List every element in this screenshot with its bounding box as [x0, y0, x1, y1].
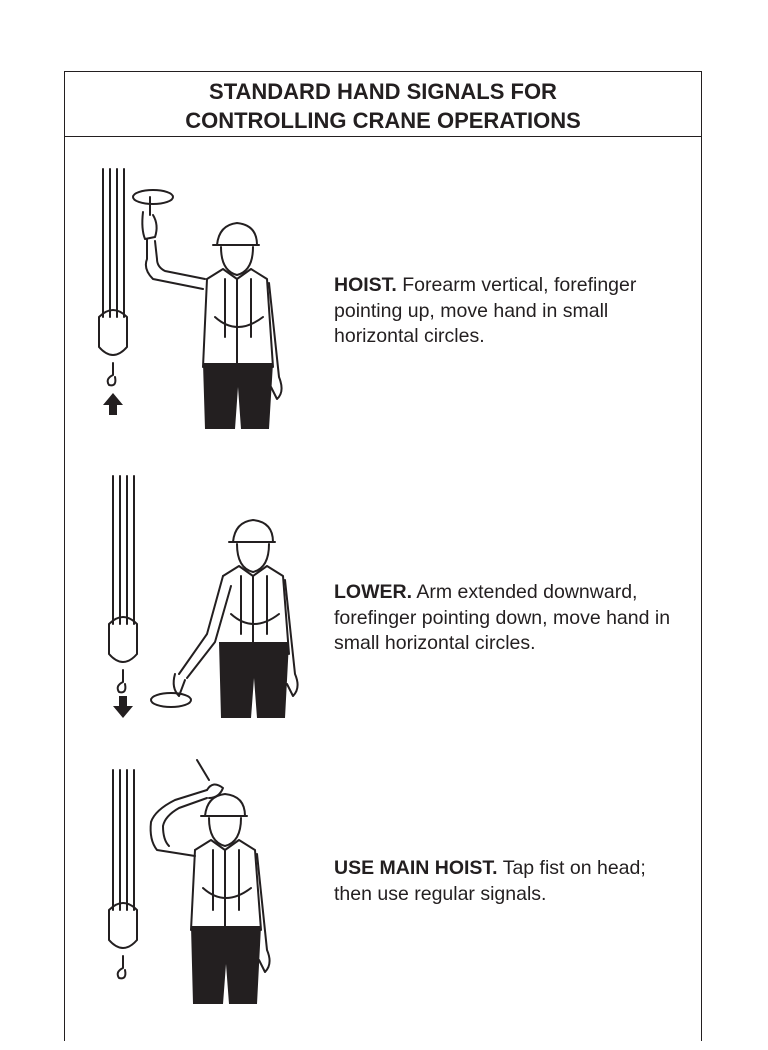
page-title: [65, 72, 701, 137]
signal-name-lower: LOWER.: [334, 581, 412, 603]
signal-row-main-hoist: [65, 760, 701, 1050]
signal-row-lower: [65, 474, 701, 764]
up-arrow-icon: [103, 393, 123, 415]
worker-lower-illustration: [95, 474, 295, 744]
signal-description-main-hoist: [334, 856, 684, 907]
circle-motion-icon: [151, 693, 191, 707]
title-line-1: STANDARD HAND SIGNALS FOR: [209, 79, 557, 104]
crane-hook-icon: [109, 770, 137, 978]
signal-description-lower: [334, 580, 684, 657]
signal-name-hoist: HOIST.: [334, 274, 397, 296]
worker-hoist-illustration: [95, 167, 295, 437]
title-line-2: CONTROLLING CRANE OPERATIONS: [185, 108, 581, 133]
signal-row-hoist: [65, 167, 701, 457]
circle-motion-icon: [133, 190, 173, 204]
signal-text-main-hoist: Tap fist on head; then use regular signals.: [334, 857, 646, 905]
signal-name-main-hoist: USE MAIN HOIST.: [334, 857, 498, 879]
signal-description-hoist: [334, 273, 684, 350]
down-arrow-icon: [113, 696, 133, 718]
signal-text-hoist: Forearm vertical, forefinger pointing up, move hand in small horizontal circles.: [334, 274, 637, 347]
signal-text-lower: Arm extended downward, forefinger pointing down, move hand in small horizontal circles.: [334, 581, 671, 654]
crane-hook-icon: [99, 169, 127, 385]
signals-chart-frame: [64, 71, 702, 1041]
worker-main-hoist-illustration: [95, 760, 295, 1030]
crane-hook-icon: [109, 476, 137, 692]
